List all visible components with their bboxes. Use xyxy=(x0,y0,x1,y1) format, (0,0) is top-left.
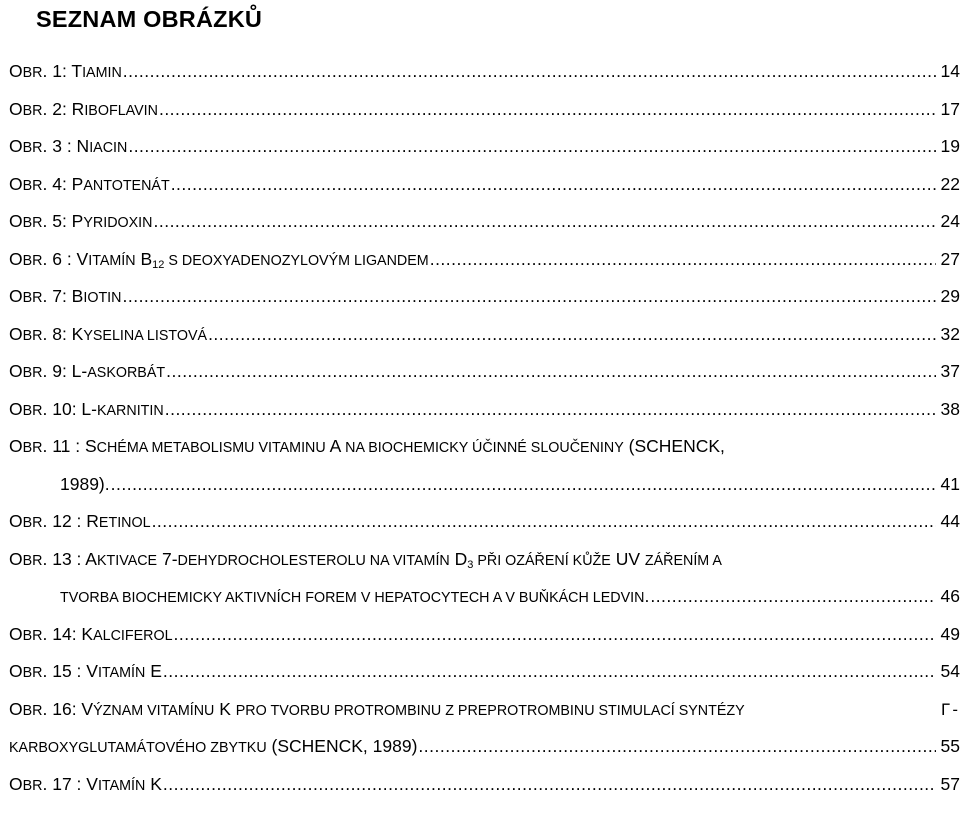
page-number: 44 xyxy=(940,511,960,531)
dot-leader xyxy=(111,469,936,499)
toc-entry-7[interactable] xyxy=(9,281,960,311)
page-number: 46 xyxy=(940,586,960,606)
toc-entry-16-continued[interactable] xyxy=(9,731,960,761)
dot-leader xyxy=(123,56,936,86)
entry-label: OBR. 3 : NIACIN xyxy=(9,136,128,156)
toc-entry-11[interactable] xyxy=(9,431,960,461)
entry-label: OBR. 12 : RETINOL xyxy=(9,511,151,531)
toc-entry-13-continued[interactable] xyxy=(60,581,960,611)
dot-leader xyxy=(166,356,936,386)
page-number: 49 xyxy=(940,624,960,644)
entry-label: TVORBA BIOCHEMICKY AKTIVNÍCH FOREM V HEPATOCYTECH A V BUŇKÁCH LEDVIN. xyxy=(60,586,650,606)
entry-label: OBR. 11 : SCHÉMA METABOLISMU VITAMINU A NA BIOCHEMICKY ÚČINNÉ SLOUČENINY (SCHENCK, xyxy=(9,436,725,456)
dot-leader xyxy=(165,394,936,424)
toc-entry-3[interactable] xyxy=(9,131,960,161)
dot-leader xyxy=(650,581,936,611)
page-number: 57 xyxy=(940,774,960,794)
dot-leader xyxy=(418,731,936,761)
dot-leader xyxy=(128,131,936,161)
toc-entry-5[interactable] xyxy=(9,206,960,236)
dot-leader xyxy=(152,506,936,536)
entry-label: OBR. 9: L-ASKORBÁT xyxy=(9,361,166,381)
toc-entry-17[interactable] xyxy=(9,769,960,799)
toc-entry-16[interactable] xyxy=(9,694,960,724)
entry-label: OBR. 15 : VITAMÍN E xyxy=(9,661,162,681)
entry-label: KARBOXYGLUTAMÁTOVÉHO ZBYTKU (SCHENCK, 1989) xyxy=(9,736,418,756)
toc-entry-8[interactable] xyxy=(9,319,960,349)
dot-leader xyxy=(122,281,936,311)
entry-label: OBR. 4: PANTOTENÁT xyxy=(9,174,170,194)
page-number: 55 xyxy=(940,736,960,756)
toc-entry-12[interactable] xyxy=(9,506,960,536)
entry-label: OBR. 8: KYSELINA LISTOVÁ xyxy=(9,324,208,344)
entry-label: OBR. 14: KALCIFEROL xyxy=(9,624,173,644)
toc-entry-15[interactable] xyxy=(9,656,960,686)
page-number: 37 xyxy=(940,361,960,381)
toc-entry-4[interactable] xyxy=(9,169,960,199)
entry-label: OBR. 16: VÝZNAM VITAMÍNU K PRO TVORBU PROTROMBINU Z PREPROTROMBINU STIMULACÍ SYNTÉZY xyxy=(9,699,745,719)
dot-leader xyxy=(153,206,936,236)
dot-leader xyxy=(430,244,936,274)
page-number: 29 xyxy=(940,286,960,306)
dot-leader xyxy=(174,619,936,649)
toc-entry-1[interactable] xyxy=(9,56,960,86)
entry-label: OBR. 13 : AKTIVACE 7-DEHYDROCHOLESTEROLU NA VITAMÍN $D_3$ PŘI OZÁŘENÍ KŮŽE UV ZÁŘENÍM A xyxy=(9,549,722,571)
entry-label: OBR. 17 : VITAMÍN K xyxy=(9,774,162,794)
dot-leader xyxy=(163,656,936,686)
page-number: 14 xyxy=(940,61,960,81)
page-number: 24 xyxy=(940,211,960,231)
toc-entry-11-continued[interactable] xyxy=(60,469,960,499)
page-number: 27 xyxy=(940,249,960,269)
entry-label: OBR. 7: BIOTIN xyxy=(9,286,122,306)
toc-entry-14[interactable] xyxy=(9,619,960,649)
page-number: 32 xyxy=(940,324,960,344)
gamma-symbol: Γ- xyxy=(940,700,960,719)
page-number: 17 xyxy=(940,99,960,119)
entry-label: OBR. 6 : VITAMÍN $B_{12}$ S DEOXYADENOZYLOVÝM LIGANDEM xyxy=(9,249,429,271)
page-title: SEZNAM OBRÁZKŮ xyxy=(36,6,263,32)
page-number: 41 xyxy=(940,474,960,494)
entry-label: OBR. 1: TIAMIN xyxy=(9,61,122,81)
dot-leader xyxy=(208,319,936,349)
entry-label: OBR. 5: PYRIDOXIN xyxy=(9,211,153,231)
entry-label: 1989). xyxy=(60,474,110,494)
page-number: 19 xyxy=(940,136,960,156)
toc-entry-6[interactable] xyxy=(9,244,960,274)
dot-leader xyxy=(163,769,936,799)
page-number: 54 xyxy=(940,661,960,681)
entry-label: OBR. 2: RIBOFLAVIN xyxy=(9,99,158,119)
toc-entry-9[interactable] xyxy=(9,356,960,386)
page-number: 38 xyxy=(940,399,960,419)
toc-entry-13[interactable] xyxy=(9,544,960,574)
entry-label: OBR. 10: L-KARNITIN xyxy=(9,399,164,419)
toc-entry-10[interactable] xyxy=(9,394,960,424)
page-number: 22 xyxy=(940,174,960,194)
toc-entry-2[interactable] xyxy=(9,94,960,124)
dot-leader xyxy=(159,94,936,124)
dot-leader xyxy=(171,169,936,199)
